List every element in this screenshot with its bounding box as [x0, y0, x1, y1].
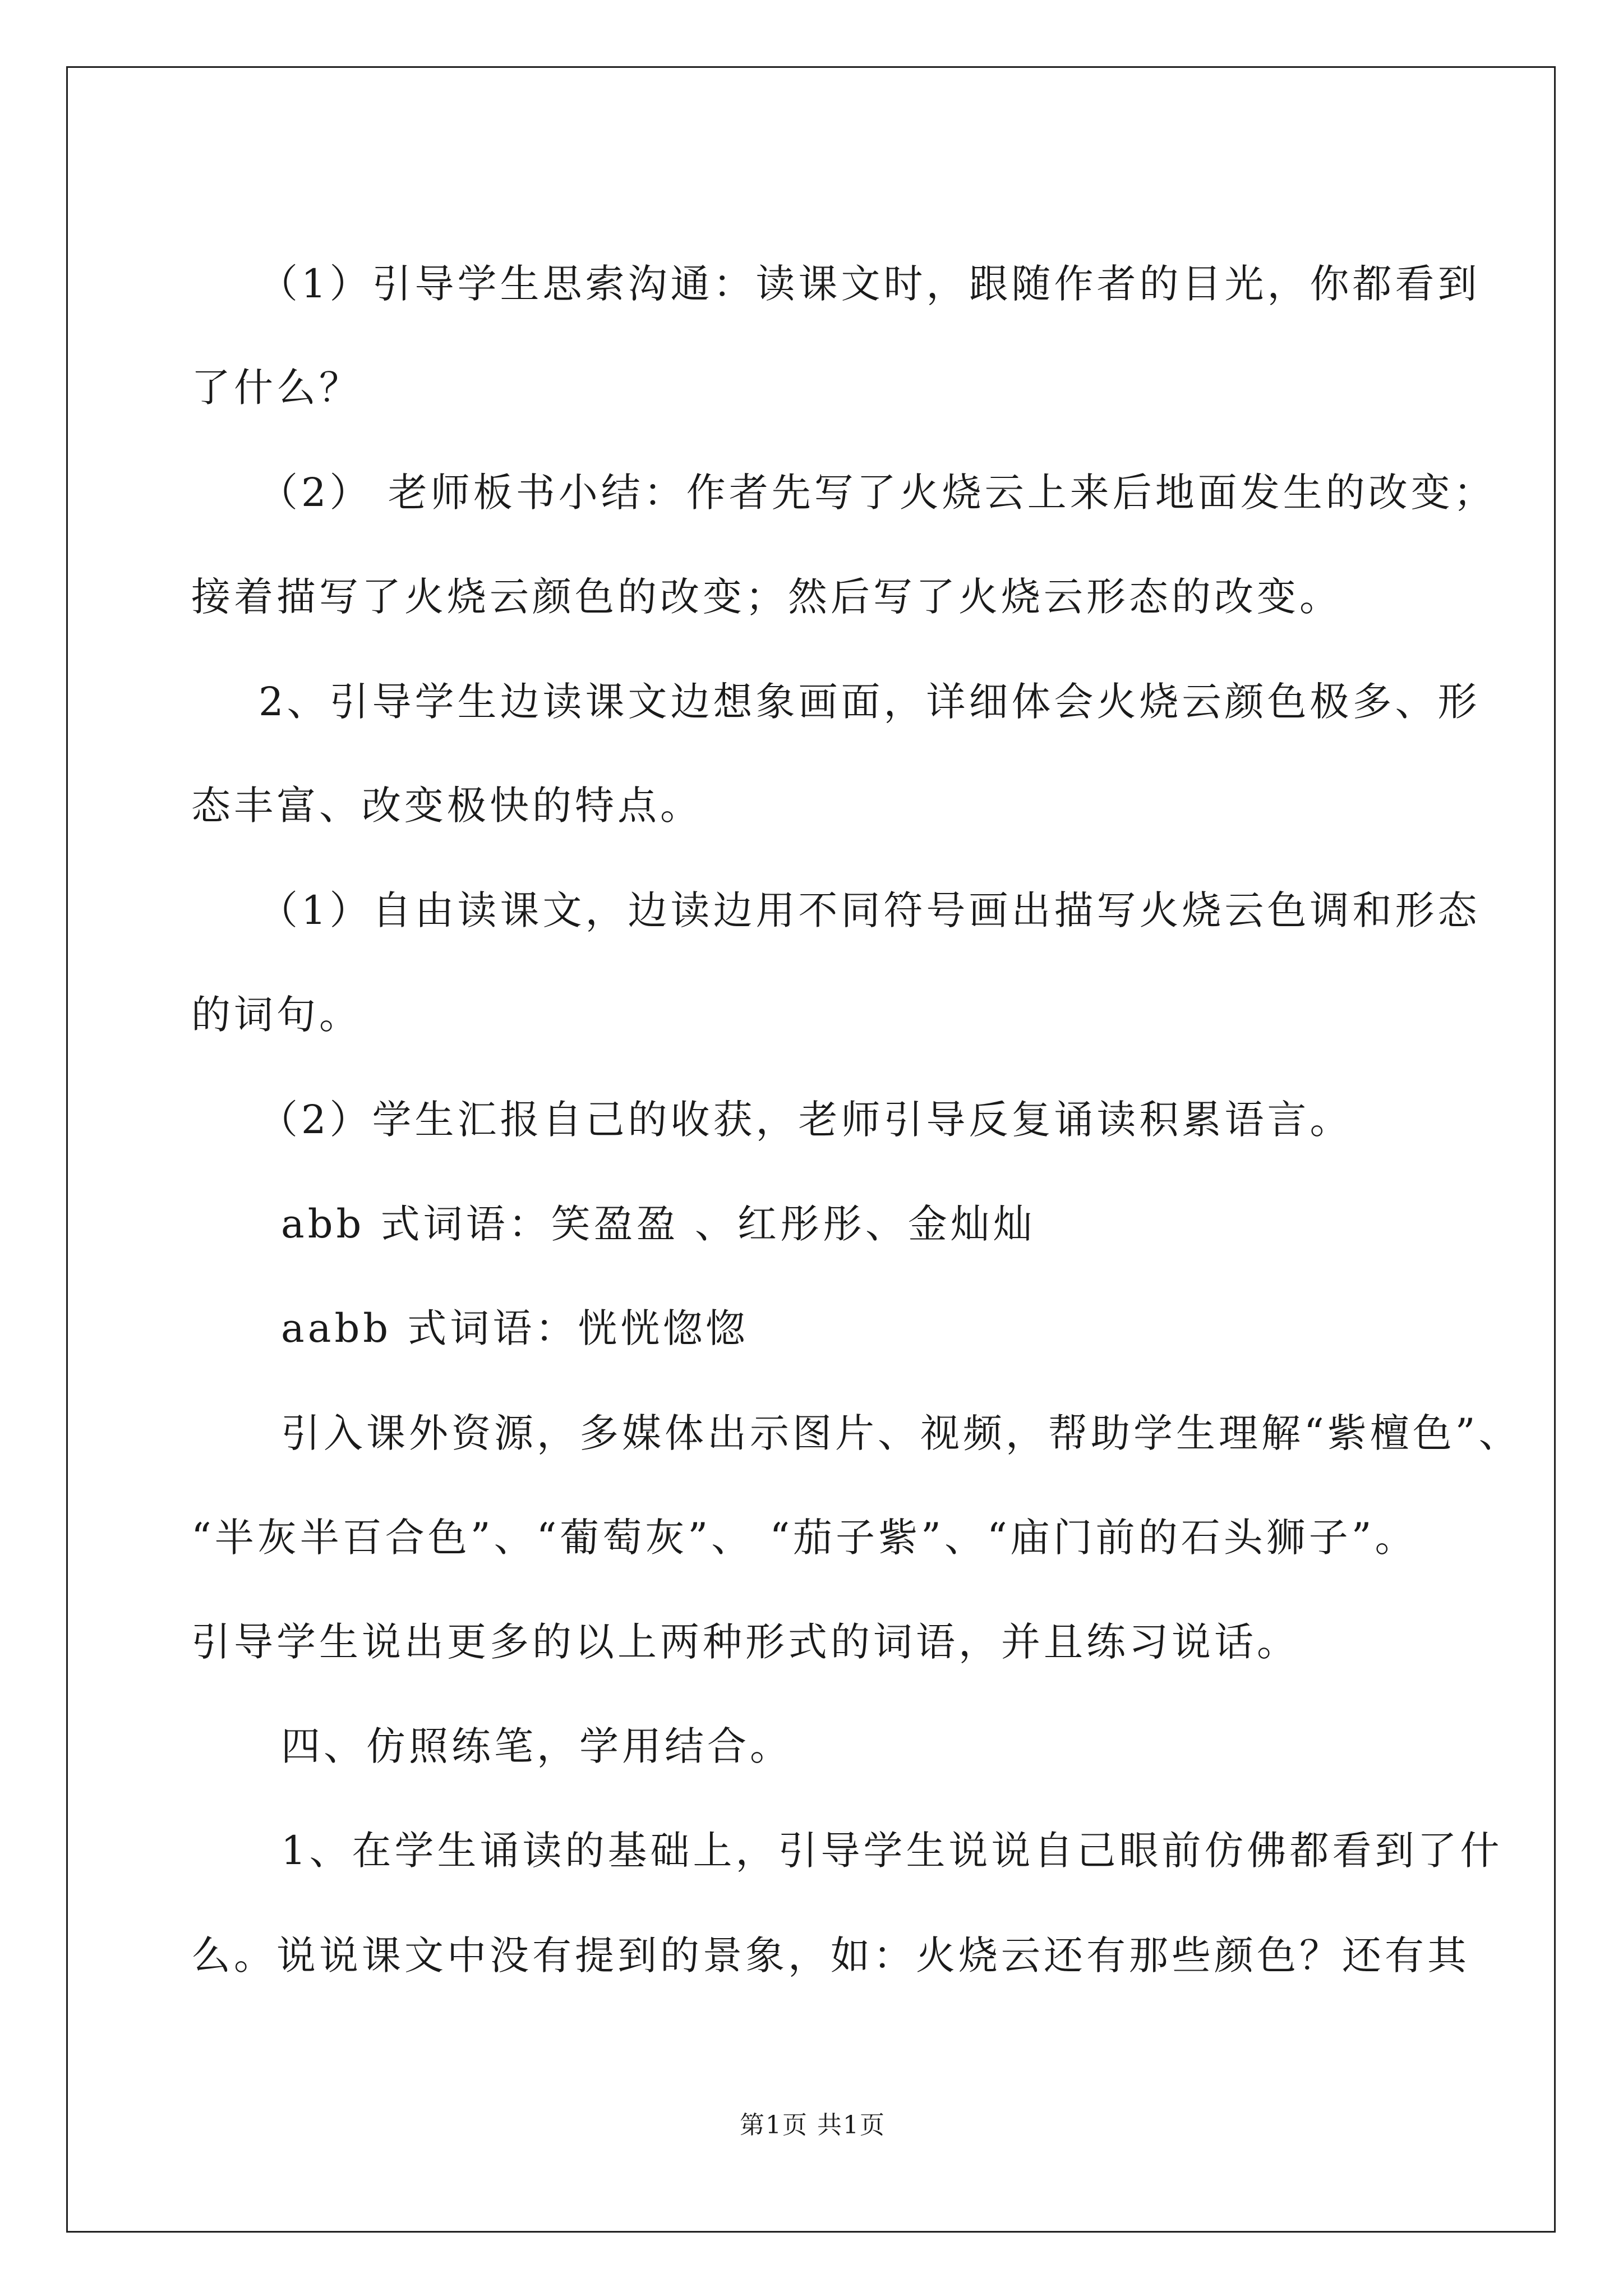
text-line-10: abb 式词语：笑盈盈 、红彤彤、金灿灿 — [281, 1201, 1036, 1247]
text-line-11: aabb 式词语：恍恍惚惚 — [281, 1305, 749, 1351]
text-line-8: 的词句。 — [191, 992, 362, 1038]
text-line-6: 态丰富、改变极快的特点。 — [191, 783, 703, 829]
text-line-17: 么。说说课文中没有提到的景象，如：火烧云还有那些颜色？还有其 — [191, 1932, 1470, 1978]
text-line-16: 1、在学生诵读的基础上，引导学生说说自己眼前仿佛都看到了什 — [281, 1828, 1503, 1874]
text-line-4: 接着描写了火烧云颜色的改变；然后写了火烧云形态的改变。 — [191, 574, 1342, 620]
text-line-12: 引入课外资源，多媒体出示图片、视频，帮助学生理解“紫檀色”、 — [281, 1410, 1521, 1456]
page-frame — [66, 66, 1556, 2233]
text-line-7: （1）自由读课文，边读边用不同符号画出描写火烧云色调和形态 — [259, 887, 1481, 933]
text-line-14: 引导学生说出更多的以上两种形式的词语，并且练习说话。 — [191, 1619, 1299, 1665]
text-line-2: 了什么？ — [191, 365, 362, 411]
text-line-5: 2、引导学生边读课文边想象画面，详细体会火烧云颜色极多、形 — [259, 679, 1481, 725]
page-footer: 第1页 共1页 — [740, 2111, 886, 2139]
text-line-1: （1）引导学生思索沟通：读课文时，跟随作者的目光，你都看到 — [259, 261, 1481, 307]
text-line-3: （2） 老师板书小结：作者先写了火烧云上来后地面发生的改变； — [259, 470, 1496, 516]
text-line-13: “半灰半百合色”、“葡萄灰”、 “茄子紫”、“庙门前的石头狮子”。 — [191, 1515, 1418, 1561]
text-line-15: 四、仿照练笔，学用结合。 — [281, 1723, 792, 1769]
text-line-9: （2）学生汇报自己的收获，老师引导反复诵读积累语言。 — [259, 1097, 1353, 1143]
